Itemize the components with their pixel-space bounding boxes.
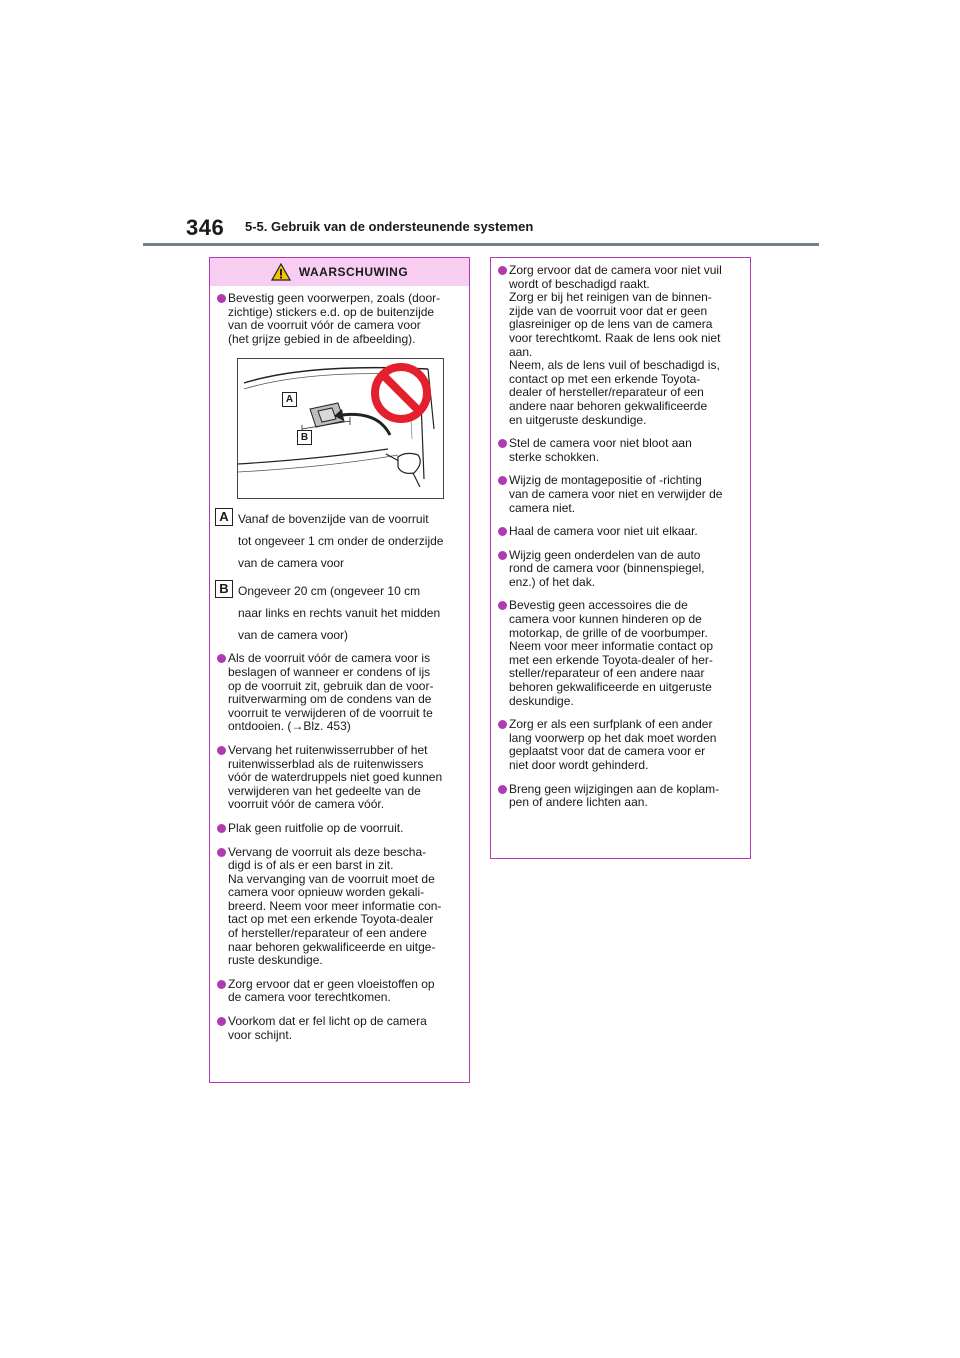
definition-label-b: B [215, 580, 233, 598]
list-item: Zorg er als een surfplank of een ander lang voorwerp op het dak moet worden geplaatst voor dat de camera voor er niet door wordt gehinderd. [499, 718, 742, 772]
list-item: Breng geen wijzigingen aan de koplam- pen of andere lichten aan. [499, 783, 742, 810]
warning-header [210, 258, 469, 286]
list-item: Vervang de voorruit als deze bescha- digd is of als er een barst in zit. Na vervanging van de voorruit moet de camera voor opnieuw worden gekali- breerd. Neem voor meer informatie con- tact op met een erkende Toyota-dealer of hersteller/reparateur of een andere naar behoren gekwalificeerde en uitge- ruste deskundige. [218, 846, 461, 968]
warning-triangle-icon [271, 263, 291, 281]
list-item: Wijzig de montagepositie of -richting van de camera voor niet en verwijder de camera niet. [499, 474, 742, 515]
list-item: Vervang het ruitenwisserrubber of het ruitenwisserblad als de ruitenwissers vóór de waterdruppels niet goed kunnen verwijderen van het gedeelte van de voorruit vóór de camera vóór. [218, 744, 461, 812]
list-item: Haal de camera voor niet uit elkaar. [499, 525, 742, 539]
page-number: 346 [186, 215, 225, 240]
definition-text-b: Ongeveer 20 cm (ongeveer 10 cm naar links en rechts vanuit het midden van de camera voor) [238, 584, 441, 643]
list-item: Stel de camera voor niet bloot aan sterke schokken. [499, 437, 742, 464]
figure-label-a: A [282, 392, 297, 407]
warning-intro-bullet: Bevestig geen voorwerpen, zoals (door- zichtige) stickers e.d. op de buitenzijde van de voorruit vóór de camera voor (het grijze gebied in de afbeelding). [218, 292, 461, 346]
warning-box-left [209, 257, 470, 1083]
list-item: Bevestig geen accessoires die de camera voor kunnen hinderen op de motorkap, de grille of de voorbumper. Neem voor meer informatie contact op met een erkende Toyota-dealer of her- steller/reparateur of een andere naar behoren gekwalificeerde en uitgeruste deskundige. [499, 599, 742, 708]
list-item: Wijzig geen onderdelen van de auto rond de camera voor (binnenspiegel, enz.) of het dak. [499, 549, 742, 590]
definition-a [218, 508, 461, 574]
windshield-camera-figure [237, 358, 444, 499]
definition-text-a: Vanaf de bovenzijde van de voorruit tot ongeveer 1 cm onder de onderzijde van de camera voor [238, 512, 444, 571]
section-title: 5-5. Gebruik van de ondersteunende systemen [245, 219, 534, 234]
figure-label-b: B [297, 430, 312, 445]
list-item: Zorg ervoor dat er geen vloeistoffen op de camera voor terechtkomen. [218, 978, 461, 1005]
list-item: Als de voorruit vóór de camera voor is beslagen of wanneer er condens of ijs op de voorruit zit, gebruik dan de voor- ruitverwarming om de condens van de voorruit te verwijderen of de voorruit te ontdooien. (→Blz. 453) [218, 652, 461, 734]
windshield-illustration [238, 359, 443, 498]
list-item: Zorg ervoor dat de camera voor niet vuil wordt of beschadigd raakt. Zorg er bij het reinigen van de binnen- zijde van de voorruit voor dat er geen glasreiniger op de lens van de camera voor terechtkomt. Raak de lens ook niet aan. Neem, als de lens vuil of beschadigd is, contact op met een erkende Toyota- dealer of hersteller/reparateur of een andere naar behoren gekwalificeerde en uitgeruste deskundige. [499, 264, 742, 427]
list-item: Plak geen ruitfolie op de voorruit. [218, 822, 461, 836]
warning-title: WAARSCHUWING [298, 265, 409, 279]
definition-label-a: A [215, 508, 233, 526]
header-rule [143, 243, 819, 246]
list-item: Voorkom dat er fel licht op de camera voor schijnt. [218, 1015, 461, 1042]
warning-box-right [490, 257, 751, 859]
definition-b [218, 580, 461, 646]
